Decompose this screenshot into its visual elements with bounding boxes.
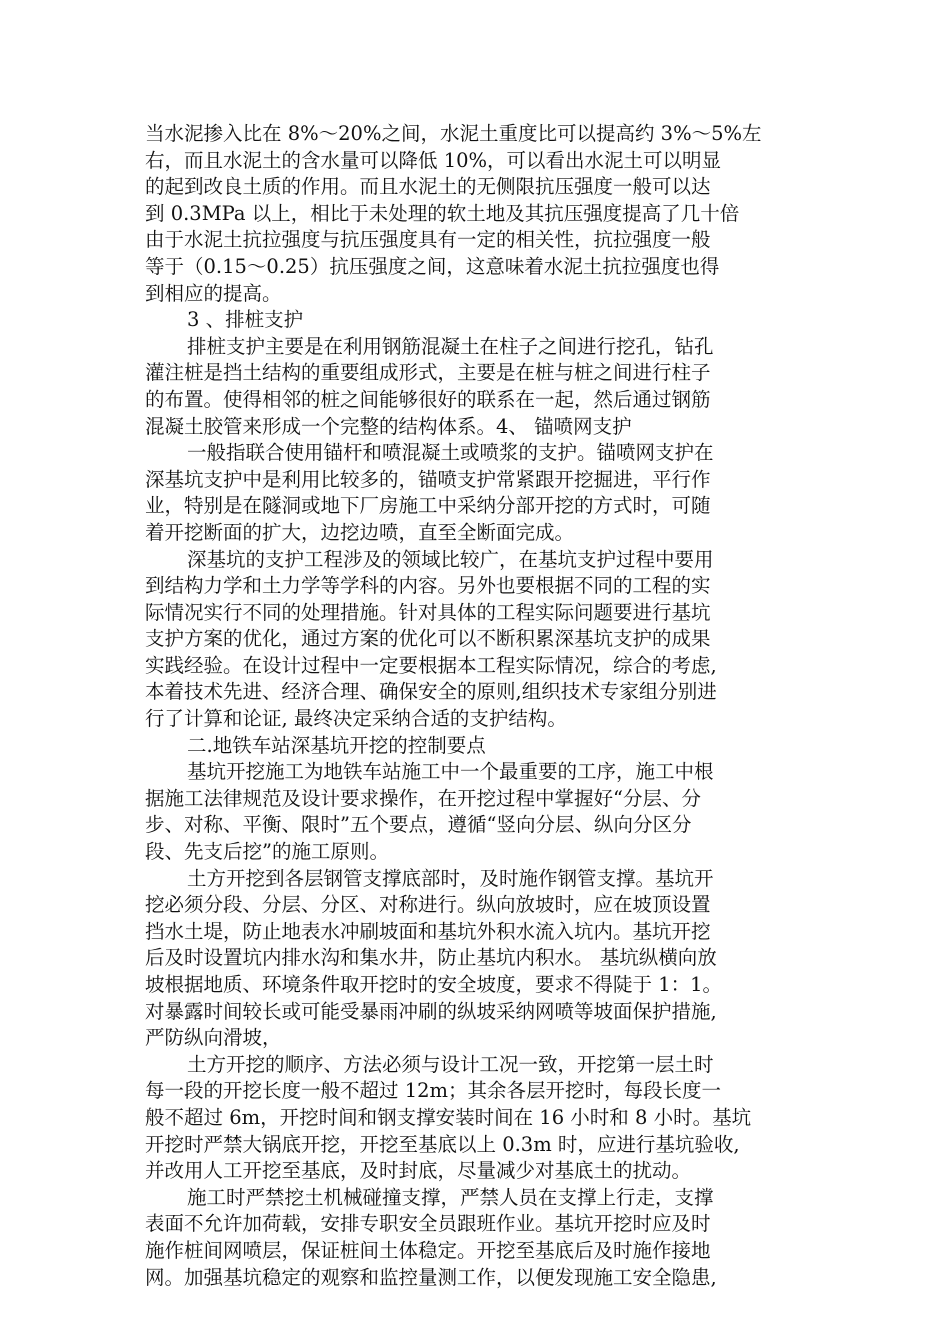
text-line: 实践经验。在设计过程中一定要根据本工程实际情况，综合的考虑, bbox=[145, 653, 717, 677]
text-line: 每一段的开挖长度一般不超过 12m；其余各层开挖时，每段长度一 bbox=[145, 1079, 722, 1103]
text-line: 由于水泥土抗拉强度与抗压强度具有一定的相关性，抗拉强度一般 bbox=[145, 228, 711, 252]
text-line: 土方开挖的顺序、方法必须与设计工况一致，开挖第一层土时 bbox=[187, 1052, 714, 1076]
text-line: 到相应的提高。 bbox=[145, 281, 282, 305]
text-line: 深基坑的支护工程涉及的领域比较广，在基坑支护过程中要用 bbox=[187, 547, 714, 571]
document-body bbox=[145, 121, 805, 1291]
text-line: 二.地铁车站深基坑开挖的控制要点 bbox=[187, 733, 486, 757]
text-line: 坡根据地质、环境条件取开挖时的安全坡度，要求不得陡于 1：1。 bbox=[145, 973, 723, 996]
text-line: 基坑开挖施工为地铁车站施工中一个最重要的工序，施工中根 bbox=[187, 760, 714, 784]
text-line: 排桩支护主要是在利用钢筋混凝土在柱子之间进行挖孔，钻孔 bbox=[187, 334, 714, 358]
text-line: 严防纵向滑坡， bbox=[145, 1026, 282, 1050]
text-line: 后及时设置坑内排水沟和集水井，防止基坑内积水。 基坑纵横向放 bbox=[145, 946, 717, 970]
text-line: 施作桩间网喷层，保证桩间土体稳定。开挖至基底后及时施作接地 bbox=[145, 1238, 711, 1262]
text-line: 支护方案的优化，通过方案的优化可以不断积累深基坑支护的成果 bbox=[145, 627, 711, 651]
text-line: 挡水土堤，防止地表水冲刷坡面和基坑外积水流入坑内。基坑开挖 bbox=[145, 919, 711, 943]
text-line: 般不超过 6m，开挖时间和钢支撑安装时间在 16 小时和 8 小时。基坑 bbox=[145, 1105, 752, 1129]
text-line: 际情况实行不同的处理措施。针对具体的工程实际问题要进行基坑 bbox=[145, 600, 711, 624]
text-line: 行了计算和论证, 最终决定采纳合适的支护结构。 bbox=[145, 707, 567, 731]
text-line: 段、先支后挖”的施工原则。 bbox=[145, 840, 389, 864]
text-line: 本着技术先进、经济合理、确保安全的原则,组织技术专家组分别进 bbox=[145, 680, 717, 704]
text-line: 步、对称、平衡、限时”五个要点，遵循“竖向分层、纵向分区分 bbox=[145, 813, 692, 837]
text-line: 混凝土胶管来形成一个完整的结构体系。4、 锚喷网支护 bbox=[145, 414, 632, 438]
text-line: 3 、排桩支护 bbox=[187, 308, 304, 332]
text-line: 的布置。使得相邻的桩之间能够很好的联系在一起，然后通过钢筋 bbox=[145, 387, 711, 411]
text-line: 施工时严禁挖土机械碰撞支撑，严禁人员在支撑上行走，支撑 bbox=[187, 1185, 714, 1209]
text-line: 着开挖断面的扩大，边挖边喷，直至全断面完成。 bbox=[145, 520, 575, 544]
text-line: 灌注桩是挡土结构的重要组成形式，主要是在桩与桩之间进行柱子 bbox=[145, 361, 711, 385]
text-line: 业，特别是在隧洞或地下厂房施工中采纳分部开挖的方式时，可随 bbox=[145, 494, 711, 518]
text-line: 并改用人工开挖至基底，及时封底，尽量减少对基底土的扰动。 bbox=[145, 1159, 692, 1183]
text-line: 开挖时严禁大锅底开挖，开挖至基底以上 0.3m 时，应进行基坑验收, bbox=[145, 1132, 740, 1156]
text-line: 挖必须分段、分层、分区、对称进行。纵向放坡时，应在坡顶设置 bbox=[145, 893, 711, 917]
text-line: 到结构力学和土力学等学科的内容。另外也要根据不同的工程的实 bbox=[145, 574, 711, 598]
text-line: 一般指联合使用锚杆和喷混凝土或喷浆的支护。锚喷网支护在 bbox=[187, 441, 714, 465]
text-line: 右，而且水泥土的含水量可以降低 10%，可以看出水泥土可以明显 bbox=[145, 148, 722, 172]
text-line: 网。加强基坑稳定的观察和监控量测工作，以便发现施工安全隐患, bbox=[145, 1265, 717, 1289]
text-line: 表面不允许加荷载，安排专职安全员跟班作业。基坑开挖时应及时 bbox=[145, 1212, 711, 1236]
text-line: 当水泥掺入比在 8%～20%之间，水泥土重度比可以提高约 3%～5%左 bbox=[145, 122, 762, 145]
text-line: 据施工法律规范及设计要求操作，在开挖过程中掌握好“分层、分 bbox=[145, 786, 701, 810]
text-line: 的起到改良土质的作用。而且水泥土的无侧限抗压强度一般可以达 bbox=[145, 175, 711, 199]
text-line: 到 0.3MPa 以上，相比于未处理的软土地及其抗压强度提高了几十倍 bbox=[145, 201, 740, 225]
text-line: 对暴露时间较长或可能受暴雨冲刷的纵坡采纳网喷等坡面保护措施, bbox=[145, 999, 717, 1023]
text-line: 深基坑支护中是利用比较多的，锚喷支护常紧跟开挖掘进，平行作 bbox=[145, 467, 711, 491]
text-line: 土方开挖到各层钢管支撑底部时，及时施作钢管支撑。基坑开 bbox=[187, 866, 714, 890]
text-line: 等于（0.15～0.25）抗压强度之间，这意味着水泥土抗拉强度也得 bbox=[145, 254, 720, 278]
